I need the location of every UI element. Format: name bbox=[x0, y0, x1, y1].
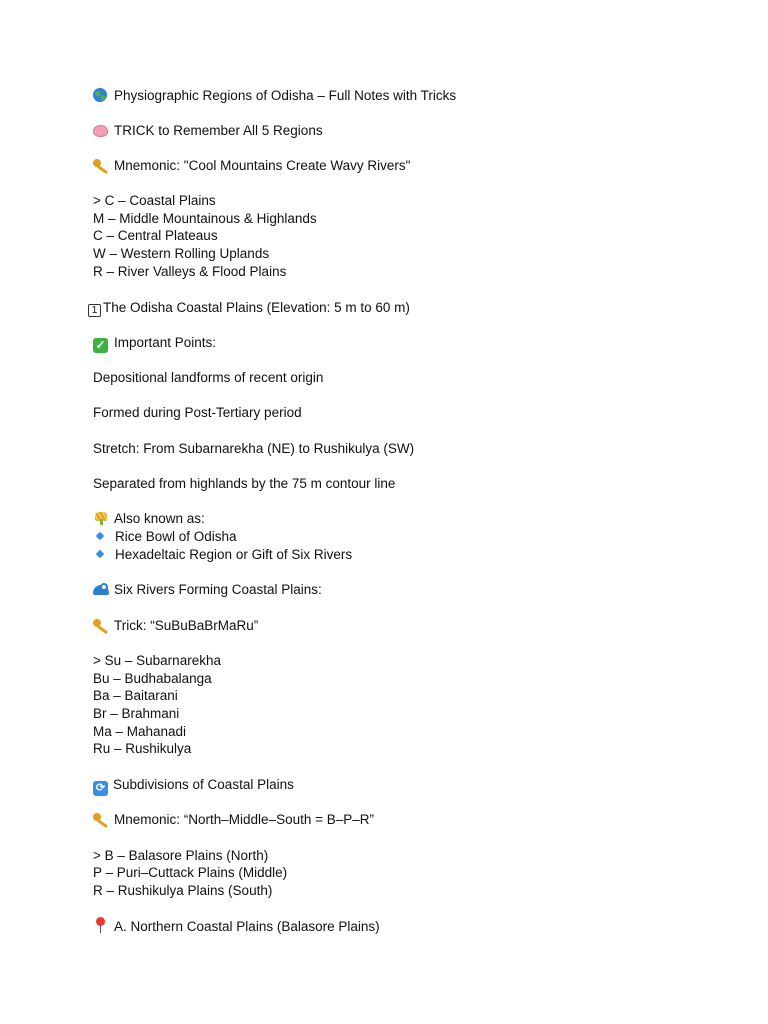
doc-title bbox=[93, 87, 456, 105]
subdivisions-text: Subdivisions of Coastal Plains bbox=[113, 777, 294, 792]
region-line: > C – Coastal Plains bbox=[93, 193, 216, 208]
northern-plains-heading bbox=[93, 917, 380, 936]
important-points-text: Important Points: bbox=[114, 335, 217, 350]
key-icon bbox=[93, 618, 110, 632]
six-rivers-heading bbox=[93, 581, 322, 599]
trick-heading bbox=[93, 122, 323, 140]
also-known-text: Also known as: bbox=[114, 511, 205, 526]
mnemonic-subdivisions-text: Mnemonic: “North–Middle–South = B–P–R” bbox=[114, 812, 375, 827]
round-pushpin-icon bbox=[93, 917, 107, 933]
key-icon bbox=[93, 158, 110, 172]
river-line: Br – Brahmani bbox=[93, 706, 180, 721]
trick-heading-text: TRICK to Remember All 5 Regions bbox=[114, 123, 323, 138]
section1-title bbox=[88, 299, 410, 317]
mnemonic-regions-text: Mnemonic: "Cool Mountains Create Wavy Rivers" bbox=[114, 158, 411, 173]
point-line: Formed during Post-Tertiary period bbox=[93, 405, 302, 420]
region-line: C – Central Plateaus bbox=[93, 228, 218, 243]
trick-rivers-text: Trick: “SuBuBaBrMaRu” bbox=[114, 618, 259, 633]
subdivision-line: P – Puri–Cuttack Plains (Middle) bbox=[93, 865, 288, 880]
water-wave-icon bbox=[93, 581, 110, 596]
globe-icon bbox=[93, 88, 107, 102]
key-icon bbox=[93, 812, 110, 826]
blue-diamond-icon bbox=[93, 529, 107, 543]
point-line: Stretch: From Subarnarekha (NE) to Rushikulya (SW) bbox=[93, 441, 415, 456]
also-known-heading bbox=[93, 510, 205, 528]
also-known-item bbox=[93, 528, 237, 546]
river-line: Bu – Budhabalanga bbox=[93, 671, 212, 686]
mnemonic-regions bbox=[93, 157, 410, 175]
also-known-item-text: Rice Bowl of Odisha bbox=[115, 529, 237, 544]
subdivisions-heading bbox=[93, 776, 294, 796]
check-mark-icon: ✓ bbox=[93, 338, 108, 353]
trick-rivers bbox=[93, 617, 258, 635]
section1-title-text: The Odisha Coastal Plains (Elevation: 5 m to 60 m) bbox=[103, 300, 410, 315]
point-line: Separated from highlands by the 75 m contour line bbox=[93, 476, 396, 491]
point-line: Depositional landforms of recent origin bbox=[93, 370, 324, 385]
doc-title-text: Physiographic Regions of Odisha – Full Notes with Tricks bbox=[114, 88, 457, 103]
subdivision-line: > B – Balasore Plains (North) bbox=[93, 848, 269, 863]
subdivision-line: R – Rushikulya Plains (South) bbox=[93, 883, 273, 898]
important-points-heading bbox=[93, 334, 216, 353]
river-line: Ba – Baitarani bbox=[93, 688, 178, 703]
region-line: W – Western Rolling Uplands bbox=[93, 246, 270, 261]
blue-diamond-icon bbox=[93, 547, 107, 561]
river-line: Ru – Rushikulya bbox=[93, 741, 192, 756]
river-line: > Su – Subarnarekha bbox=[93, 653, 221, 668]
also-known-item-text: Hexadeltaic Region or Gift of Six Rivers bbox=[115, 547, 353, 562]
region-line: R – River Valleys & Flood Plains bbox=[93, 264, 287, 279]
mnemonic-subdivisions bbox=[93, 811, 374, 829]
also-known-item bbox=[93, 546, 352, 564]
region-line: M – Middle Mountainous & Highlands bbox=[93, 211, 317, 226]
brain-icon bbox=[93, 125, 108, 137]
keycap-one-icon: 1 bbox=[88, 304, 101, 317]
cycle-arrows-icon: ⟳ bbox=[93, 781, 108, 796]
six-rivers-text: Six Rivers Forming Coastal Plains: bbox=[114, 582, 322, 597]
river-line: Ma – Mahanadi bbox=[93, 724, 187, 739]
northern-plains-text: A. Northern Coastal Plains (Balasore Plains) bbox=[114, 919, 380, 934]
sheaf-of-rice-icon bbox=[93, 511, 109, 525]
